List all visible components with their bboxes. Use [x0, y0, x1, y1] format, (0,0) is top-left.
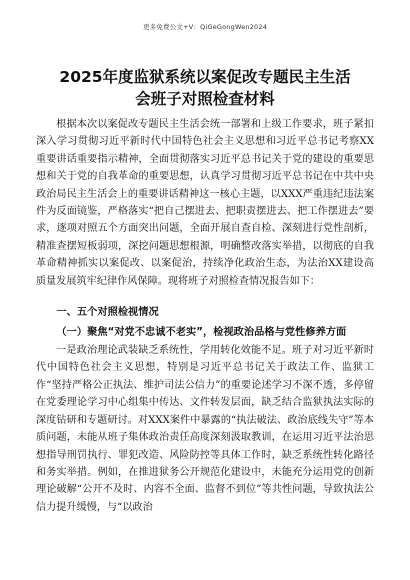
title-line-1: 2025年度监狱系统以案促改专题民主生活 — [59, 68, 351, 86]
section-1-heading: 一、五个对照检视情况 — [56, 307, 159, 319]
header-watermark-text: 更多免费公文+V：QiGeGongWen2024 — [142, 23, 268, 31]
intro-paragraph: 根据本次以案促改专题民主生活会统一部署和上级工作要求，班子紧扣深入学习贯彻习近平新时代中国特色社会主义思想和习近平总书记考察XX重要讲话重要指示精神，全面贯彻落实习近平总书记关于党的建设的重要思想和关于党的自我革命的重要思想，认真学习贯彻习近平总书记在中共中央政治局民主生活会上的重要讲话精神这一核心主题，以XXX严重违纪违法案件为反面镜鉴，严格落实“把自己摆进去、把职责摆进去、把工作摆进去”要求，逐项对照五个方面突出问题，全面开展自查自检、深刻进行党性剖析，精准查摆短板弱项，深挖问题思想根源，明确整改落实举措，以彻底的自我革命精神抓实以案促改、以案促治，持续净化政治生态，为法治XX建设高质量发展筑牢纪律作风保障。现将班子对照检查情况报告如下： — [36, 119, 374, 287]
document-body — [36, 116, 374, 516]
title-line-2: 会班子对照检查材料 — [135, 90, 275, 108]
document-title — [36, 66, 374, 110]
section-1-paragraph-1: 一是政治理论武装缺乏系统性，学用转化效能不足。班子对习近平新时代中国特色社会主义思想，特别是习近平总书记关于政法工作、监狱工作“坚持严格公正执法、维护司法公信力”的重要论述学习不深不透，多停留在党委理论学习中心组集中传达、文件转发层面，缺乏结合监狱执法实际的深度钻研和专题研讨。对XXX案件中暴露的“执法破法、政治底线失守”等本质问题，未能从班子集体政治责任高度深刻汲取教训，在运用习近平法治思想指导刑罚执行、罪犯改造、风险防控等具体工作时，缺乏系统性转化路径和务实举措。例如，在推进狱务公开规范化建设中，未能充分运用党的创新理论破解“公开不及时、内容不全面、监督不到位”等共性问题，导致执法公信力提升缓慢，与“以政治 — [36, 345, 374, 513]
section-1-subheading-1: （一）聚焦“对党不忠诚不老实”，检视政治品格与党性修养方面 — [56, 327, 347, 339]
